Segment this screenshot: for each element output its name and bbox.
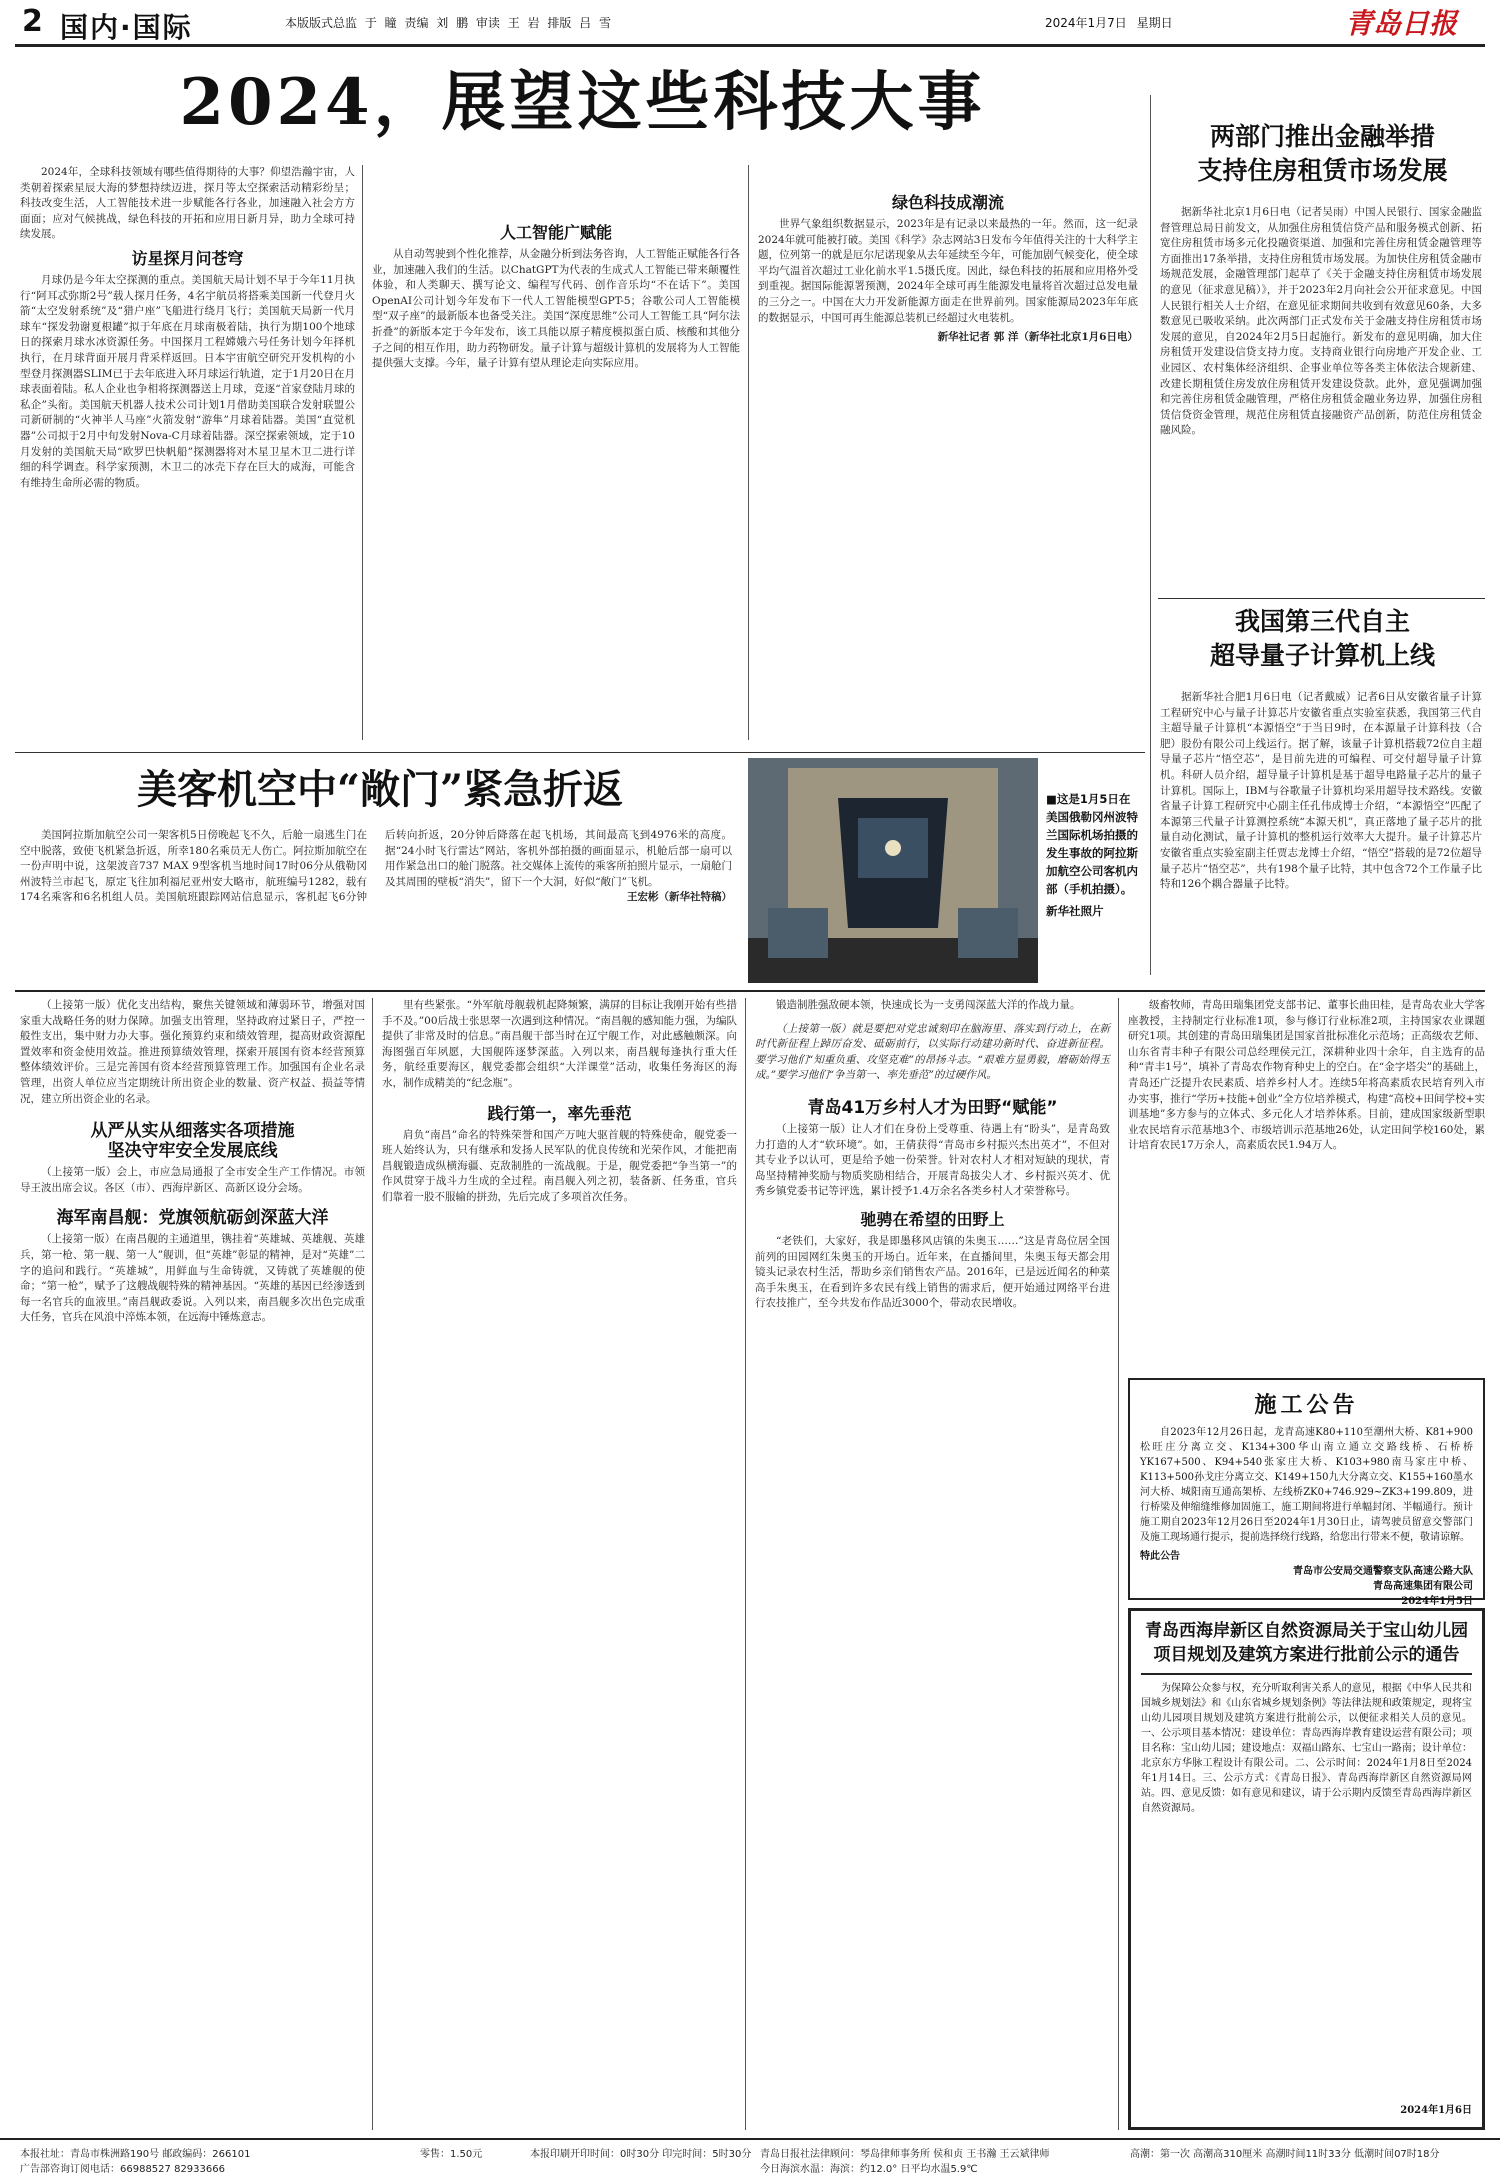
notice-date: 2024年1月5日: [1401, 1596, 1473, 1607]
finance-headline-line2: 支持住房租赁市场发展: [1197, 156, 1448, 185]
kindergarten-publicity-notice: [1128, 1608, 1485, 2130]
plane-caption-text: ■这是1月5日在美国俄勒冈州波特兰国际机场拍摄的发生事故的阿拉斯加航空公司客机内部（手机拍摄）。: [1046, 792, 1138, 896]
lead-subhead-moon: 访星探月问苍穹: [131, 248, 244, 268]
practice-first-subhead: 践行第一，率先垂范: [487, 1103, 632, 1123]
notice-special: 特此公告: [1140, 1551, 1180, 1562]
footer-legal: 青岛日报社法律顾问：琴岛律师事务所 侯和贞 王书瀚 王云斌律师: [760, 2149, 1050, 2160]
footer-license: 广告部咨询订阅电话：66988527 82933666: [20, 2164, 225, 2175]
continued-right-column: [755, 998, 1110, 2130]
fields-subhead: 驰骋在希望的田野上: [860, 1209, 1005, 1229]
footer-print-time: 本报印刷开印时间：0时30分 印完时间：5时30分: [530, 2149, 752, 2160]
plane-photo-graphic: [748, 758, 1038, 983]
ad-date: 2024年1月6日: [1400, 2105, 1472, 2116]
footer-tide: 高潮：第一次 高潮高310厘米 高潮时间11时33分 低潮时间07时18分: [1130, 2149, 1440, 2160]
footer-weather: 今日海滨水温：海滨：约12.0° 日平均水温5.9℃: [760, 2164, 978, 2175]
plane-photo-credit: 新华社照片: [1046, 904, 1104, 918]
notice-issuer1: 青岛市公安局交通警察支队高速公路大队: [1293, 1566, 1473, 1577]
notice-issuer2: 青岛高速集团有限公司: [1373, 1581, 1473, 1592]
plane-story-text: [20, 828, 732, 988]
continued-middle-column: [382, 998, 737, 2130]
lead-byline: 新华社记者 郭 洋（新华社北京1月6日电）: [937, 331, 1138, 344]
continued-far-right-column: 级畜牧师，青岛田瑞集团党支部书记、董事长曲田桂，是青岛农业大学客座教授，主持制定行业标准1项，参与修订行业标准2项，主持国家农业课题研究1项。其创建的青岛田瑞集团是国家首批标准化示范场；正高级农艺师、山东省青丰种子有限公司总经理侯元江，深耕种业四十余年，自主选育的品种“青丰1号”，填补了青岛农作物育种史上的空白。在“金字塔尖”的基础上，青岛还广泛提升农民素质、培养乡村人才。连续5年将高素质农民培育列入市办实事，推行“学历+技能+创业”全方位培养模式，构建“高校+田间学校+实训基地”多方参与的立体式、多元化人才培养体系。目前，建成国家级新型职业农民培育示范基地3个、市级培训示范基地26处，认定田间学校160处，累计培育农民17万余人，高素质农民1.94万人。: [1128, 999, 1485, 1152]
masthead-rule: [15, 44, 1485, 47]
lead-intro: 2024年，全球科技领域有哪些值得期待的大事？仰望浩瀚宇宙，人类朝着探索星辰大海的梦想持续迈进，探月等太空探索活动精彩纷呈；科技改变生活，人工智能技术进一步赋能各行各业，加速融入社会方方面面；应对气候挑战，绿色科技的开拓和应用日新月异，助力全球可持续发展。: [20, 166, 355, 241]
newspaper-logo: 青岛日报: [1345, 7, 1458, 40]
footer: [0, 2138, 1500, 2175]
masthead: [0, 0, 1500, 46]
lead-column-3: [758, 165, 1138, 743]
safety-subhead: [20, 1121, 365, 1161]
lead-moon-text: 月球仍是今年太空探测的重点。美国航天局计划不早于今年11月执行“阿耳忒弥斯2号”载人探月任务，4名宇航员将搭乘美国新一代登月火箭“太空发射系统”及“猎户座”飞船进行绕月飞行；美国航天局新一代月球车“探发勃谢夏根罐”拟于年底在月球南极着陆，执行为期100个地球日的探索月球水冰资源任务。中国探月工程嫦娥六号任务计划今年择机执行，在月球背面开展月背采样返回。日本宇宙航空研究开发机构的小型登月探测器SLIM已于去年底进入环月球运行轨道，定于1月20日在月球表面着陆。私人企业也争相将探测器送上月球，竞逐“首家登陆月球的私企”头衔。美国航天机器人技术公司计划1月借助美国联合发射联盟公司新研制的“火神半人马座”火箭发射“游隼”月球着陆器。美国“直觉机器”公司拟于2月中旬发射Nova-C月球着陆器。深空探索领域，定于10月发射的美国航天局“欧罗巴快帆船”探测器将对木星卫星木卫二进行详细的科学调查。科学家预测，木卫二的冰壳下存在巨大的咸海，可能含有维持生命所必需的物质。: [20, 273, 355, 489]
section-title: 国内·国际: [60, 11, 193, 44]
safety-subhead-line1: 从严从实从细落实各项措施: [90, 1121, 295, 1142]
quantum-headline-line1: 我国第三代自主: [1234, 607, 1410, 636]
finance-story-text: 据新华社北京1月6日电（记者吴雨）中国人民银行、国家金融监督管理总局日前发文，从加强住房租赁信贷产品和服务模式创新、拓宽住房租赁市场多元化投融资渠道、加强和完善住房租赁金融管理等方面推出17条举措，支持住房租赁市场发展。为加快住房租赁金融市场规范发展，金融管理部门起草了《关于金融支持住房租赁市场发展的意见（征求意见稿）》，并于2023年2月向社会公开征求意见。中国人民银行相关人士介绍，在意见征求期间共收到有效意见60条，大多数意见已吸收采纳。此次两部门正式发布关于金融支持住房租赁市场发展的意见，自2024年2月5日起施行。新发布的意见明确，加大住房租赁开发建设信贷支持力度。支持商业银行向房地产开发企业、工业园区、农村集体经济组织、企事业单位等各类主体依法合规新建、改建长期租赁住房发放住房租赁开发建设贷款。此外，意见强调加强和完善住房租赁金融管理，严格住房租赁金融业务边界，加强住房租赁信贷资金管理，规范住房租赁直接融资产品创新，防范住房租赁金融风险。: [1160, 206, 1482, 437]
footer-address: 本报社址：青岛市株洲路190号 邮政编码：266101: [20, 2149, 251, 2160]
footer-price: 零售：1.50元: [420, 2149, 483, 2160]
continued-left-text1: （上接第一版）优化支出结构，聚焦关键领域和薄弱环节，增强对国家重大战略任务的财力保障。加强支出管理，坚持政府过紧日子，严控一般性支出，集中财力办大事。强化预算约束和绩效管理，提高财政资源配置效率和资金使用效益。推进预算绩效管理，探索开展国有资本经营预算整体绩效评价。三是完善国有资本经营预算管理工作。加强国有企业名录管理，出资人单位应当定期统计所出资企业的数量、资产权益、损益等情况，建立所出资企业的名录。: [20, 999, 365, 1105]
quantum-headline-line2: 超导量子计算机上线: [1209, 641, 1435, 670]
editor-credits: 本版版式总监 于 瞳 责编 刘 鹏 审读 王 岩 排版 吕 雪: [285, 16, 611, 30]
lead-headline: 2024，展望这些科技大事: [179, 65, 986, 140]
continued-middle-text2: 肩负“南昌”命名的特殊荣誉和国产万吨大驱首舰的特殊使命，舰党委一班人始终认为，只有继承和发扬人民军队的优良传统和光荣作风，才能把南昌舰锻造成纵横海疆、克敌制胜的一流战舰。于是，舰党委把“争当第一”的作风贯穿于战斗力生成的全过程。南昌舰入列之初，装备新、任务重，官兵们靠着一股不服输的拼劲，先后完成了多项首次任务。: [382, 1128, 737, 1203]
lead-subhead-ai: 人工智能广赋能: [499, 223, 612, 242]
navy-subhead: 海军南昌舰：党旗领航砺剑深蓝大洋: [56, 1208, 329, 1229]
continued-left-column: [20, 998, 365, 2130]
continued-right-text1: 锻造制胜强敌硬本领，快速成长为一支勇闯深蓝大洋的作战力量。: [776, 999, 1081, 1011]
page-number: 2: [22, 4, 43, 39]
plane-interior-photo: [748, 758, 1038, 983]
lead-column-2: [372, 165, 740, 743]
continued-left-text2: （上接第一版）会上，市应急局通报了全市安全生产工作情况。市领导王波出席会议。各区（市）、西海岸新区、高新区设分会场。: [20, 1166, 365, 1194]
lead-subhead-green: 绿色科技成潮流: [891, 193, 1004, 212]
construction-notice: [1128, 1378, 1485, 1607]
ad-title-line1: 青岛西海岸新区自然资源局关于宝山幼儿园: [1145, 1621, 1468, 1641]
plane-text: 美国阿拉斯加航空公司一架客机5日傍晚起飞不久，后舱一扇逃生门在空中脱落，致使飞机紧急折返，所幸180名乘员无人伤亡。阿拉斯加航空在一份声明中说，这架波音737 MAX 9型客机当地时间17时06分从俄勒冈州波特兰市起飞，原定飞往加利福尼亚州安大略市，航班编号1282，载有174名乘客和6名机组人员。美国航班跟踪网站信息显示，客机起飞6分钟后转向折返，20分钟后降落在起飞机场，其间最高飞到4976米的高度。据“24小时飞行雷达”网站，客机外部拍摄的画面显示，机舱后部一扇可以用作紧急出口的舱门脱落。社交媒体上流传的乘客所拍照片显示，一扇舱门及其周围的壁板“消失”，留下一个大洞，好似“敞门”飞机。: [20, 829, 732, 904]
rural-talent-subhead: 青岛41万乡村人才为田野“赋能”: [807, 1097, 1058, 1118]
quantum-headline: [1160, 605, 1485, 675]
ad-title-line2: 项目规划及建筑方案进行批前公示的通告: [1153, 1645, 1460, 1665]
quantum-story-text: 据新华社合肥1月6日电（记者戴威）记者6日从安徽省量子计算工程研究中心与量子计算芯片安徽省重点实验室获悉，我国第三代自主超导量子计算机“本源悟空”于当日9时，在本源量子计算科技（合肥）股份有限公司上线运行。据了解，该量子计算机搭载72位自主超导量子芯片“悟空芯”，是目前先进的可编程、可交付超导量子计算机。科研人员介绍，超导量子计算机是基于超导电路量子芯片的量子计算机。国际上，IBM与谷歌量子计算机均采用超导技术路线。安徽省量子计算工程研究中心副主任孔伟成博士介绍，“本源悟空”匹配了本源第三代量子计算测控系统“本源天机”，真正落地了量子芯片的批量自动化测试，量子计算机的整机运行效率大大提升。量子计算芯片安徽省重点实验室副主任贾志龙博士介绍，“悟空”搭载的是72位超导量子芯片“悟空芯”，共有198个量子比特，其中包含72个工作量子比特和126个耦合器量子比特。: [1160, 691, 1482, 891]
plane-headline: 美客机空中“敞门”紧急折返: [136, 766, 623, 813]
continued-left-text3: （上接第一版）在南昌舰的主通道里，镌挂着“英雄城、英雄舰、英雄兵，第一枪、第一舰、第一人”舰训，但“英雄”彰显的精神，是对“英雄”二字的追问和践行。“英雄城”，用鲜血与生命铸就，又铸就了英雄舰的使命；“第一枪”，赋予了这艘战舰特殊的精神基因。“英雄的基因已经渗透到每一名官兵的血液里。”南昌舰政委说。入列以来，南昌舰多次出色完成重大任务，官兵在风浪中淬炼本领，在远海中锤炼意志。: [20, 1233, 365, 1324]
continued-middle-text1: 里有些紧张。“外军航母舰载机起降频繁，满屏的目标让我刚开始有些措手不及。”00后战士张思翠一次遇到这种情况。“南昌舰的感知能力强，为编队提供了非常及时的信息。”南昌舰干部当时在辽宁舰工作，对此感触颇深。向海图强百年夙愿，大国舰阵逐梦深蓝。入列以来，南昌舰每逢执行重大任务，航经重要海区，舰党委都会组织“大洋课堂”活动，收集任务海区的海水，制作成精美的“纪念瓶”。: [382, 999, 737, 1089]
notice-text: 自2023年12月26日起，龙青高速K80+110至潮州大桥、K81+900松旺庄分离立交、K134+300华山南立通立交路线桥、石桥桥YK167+500、K94+540张家庄大桥、K103+980南马家庄中桥、K113+500孙戈庄分离立交、K149+150九大分离立交、K155+160墨水河大桥、城阳南互通高架桥、左线桥ZK0+746.929~ZK3+199.809，进行桥梁及伸缩缝维修加固施工，施工期间将进行单幅封闭、半幅通行。预计施工期自2023年12月26日至2024年1月30日止，请驾驶员留意交警部门及施工现场通行提示，提前选择绕行线路，给您出行带来不便，敬请谅解。: [1140, 1427, 1473, 1543]
lead-ai-text: 从自动驾驶到个性化推荐，从金融分析到法务咨询，人工智能正赋能各行各业，加速融入我们的生活。以ChatGPT为代表的生成式人工智能已带来颠覆性体验，和人类聊天、撰写论文、编程写代码、创作音乐均“不在话下”。美国OpenAI公司计划今年发布下一代人工智能模型GPT-5；谷歌公司人工智能模型“双子座”的最新版本也备受关注。美国“深度思维”公司人工智能工具“阿尔法折叠”的新版本定于今年发布，该工具能以原子精度模拟蛋白质、核酸和其他分子之间的相互作用，助力药物研发。量子计算与超级计算机的发展将为人工智能提供强大支撑。今年，量子计算有望从理论走向实际应用。: [372, 248, 740, 370]
ad-title: [1141, 1619, 1472, 1667]
plane-photo-caption: [1046, 790, 1141, 980]
finance-headline: [1160, 120, 1485, 192]
finance-headline-line1: 两部门推出金融举措: [1209, 122, 1435, 151]
notice-title: 施工公告: [1254, 1393, 1359, 1418]
plane-byline: 王宏彬（新华社特稿）: [627, 891, 732, 904]
continued-right-text4: “老铁们，大家好，我是即墨移风店镇的朱奥玉……”这是青岛位居全国前列的田园网红朱奥玉的开场白。近年来，在直播间里，朱奥玉每天都会用镜头记录农村生活，帮助乡亲们销售农产品。2016年，已是远近闻名的种菜高手朱奥玉，在看到许多农民有线上销售的需求后，便开始通过网络平台进行农技推广，至今共发布作品近3000个，带动农民增收。: [755, 1234, 1110, 1310]
safety-subhead-line2: 坚决守牢安全发展底线: [107, 1141, 278, 1162]
lead-column-1: [20, 165, 355, 743]
ad-text: 为保障公众参与权，充分听取利害关系人的意见，根据《中华人民共和国城乡规划法》和《山东省城乡规划条例》等法律法规和政策规定，现将宝山幼儿园项目规划及建筑方案进行批前公示，以便征求相关人员的意见。一、公示项目基本情况：建设单位：青岛西海岸教育建设运营有限公司；项目名称：宝山幼儿园；建设地点：双福山路东、七宝山一路南；设计单位：北京东方华脉工程设计有限公司。二、公示时间：2024年1月8日至2024年1月14日。三、公示方式：《青岛日报》、青岛西海岸新区自然资源局网站。四、意见反馈：如有意见和建议，请于公示期内反馈至青岛西海岸新区自然资源局。: [1141, 1683, 1472, 1814]
continued-right-text3: （上接第一版）让人才们在身份上受尊重、待遇上有“盼头”，是青岛致力打造的人才“软环境”。如，王倩获得“青岛市乡村振兴杰出英才”，不但对其专业予以认可，更是给予她一份荣誉。针对农村人才相对短缺的现状，青岛坚持精神奖励与物质奖励相结合，开展青岛拔尖人才、乡村振兴英才、优秀乡镇党委书记等评选，累计授予1.4万余名各类乡村人才荣誉称号。: [755, 1122, 1110, 1198]
lead-green-text: 世界气象组织数据显示，2023年是有记录以来最热的一年。然而，这一纪录2024年就可能被打破。美国《科学》杂志网站3日发布今年值得关注的十大科学主题，位列第一的就是厄尔尼诺现象从去年延续至今年，可能加剧气候变化，使全球平均气温首次超过工业化前水平1.5摄氏度。因此，绿色科技的拓展和应用格外受到重视。据国际能源署预测，2024年全球可再生能源发电量将首次超过总发电量的三分之一。中国在大力开发新能源方面走在世界前列。国家能源局2023年年底的数据显示，中国可再生能源总装机已经超过火电装机。: [758, 218, 1138, 324]
issue-date: 2024年1月7日 星期日: [1045, 16, 1173, 30]
continued-right-text2: （上接第一版）就是要把对党忠诚刻印在脑海里、落实到行动上，在新时代新征程上踔厉奋发、砥砺前行，以实际行动建功新时代、奋进新征程。要学习他们“知重负重、攻坚克难”的昂扬斗志。“艰难方显勇毅，磨砺始得玉成。”要学习他们“争当第一、率先垂范”的过硬作风。: [755, 1022, 1110, 1082]
